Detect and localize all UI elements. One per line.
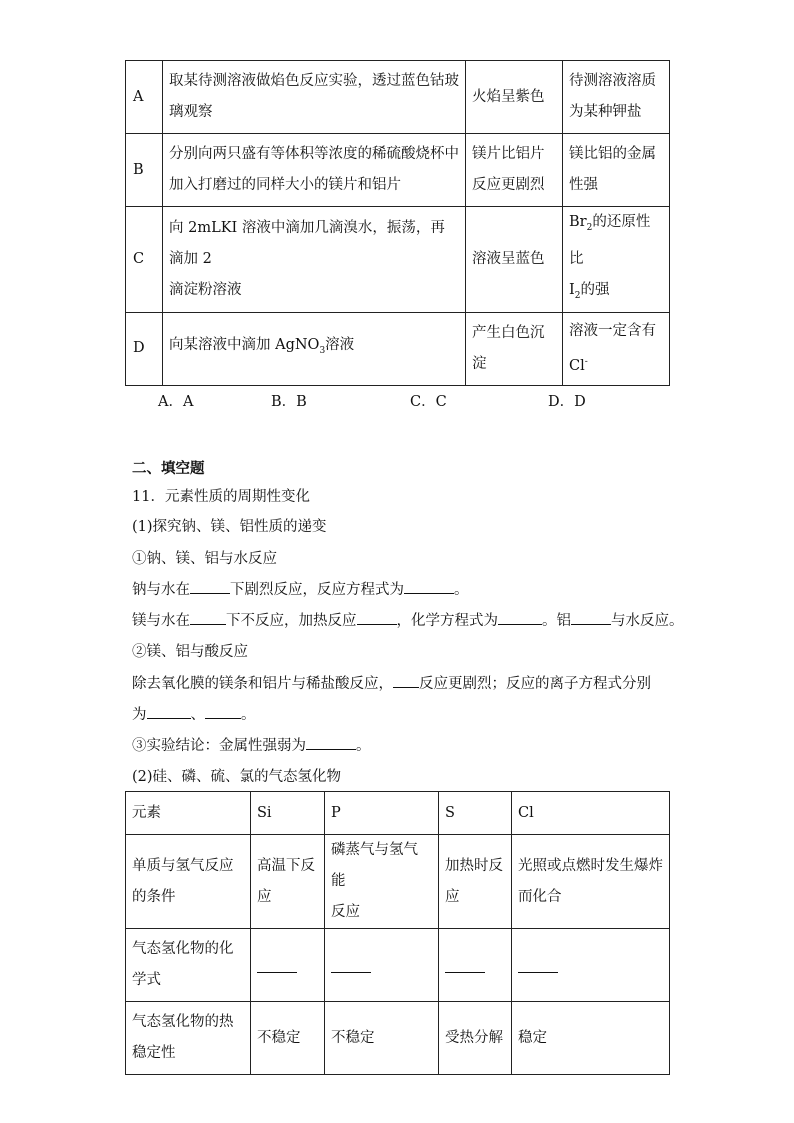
table-cell — [512, 929, 670, 1002]
operation-cell: 向 2mLKI 溶液中滴加几滴溴水，振荡，再滴加 2 滴淀粉溶液 — [163, 207, 466, 313]
table-cell: 光照或点燃时发生爆炸 而化合 — [512, 835, 670, 929]
header-cell: P — [325, 792, 439, 835]
answer-blank[interactable] — [190, 579, 230, 594]
table-row — [126, 61, 670, 134]
acid-reaction-line: 除去氧化膜的镁条和铝片与稀盐酸反应， 反应更剧烈；反应的离子方程式分别 — [132, 672, 651, 696]
table-cell — [325, 929, 439, 1002]
option-label: A — [126, 61, 163, 134]
header-cell: 元素 — [126, 792, 251, 835]
table-header-row — [126, 792, 670, 835]
choice-c[interactable]: C．C — [410, 394, 447, 410]
table-row — [126, 835, 670, 929]
phenomenon-cell: 溶液呈蓝色 — [466, 207, 563, 313]
ionic-equation-line: 为 、 。 — [132, 703, 256, 727]
answer-blank[interactable] — [257, 956, 297, 973]
table-cell: 高温下反 应 — [251, 835, 325, 929]
answer-blank[interactable] — [393, 673, 419, 688]
conclusion-cell: $Br_2$的还原性比 $I_2$的强 — [563, 207, 670, 313]
answer-blank[interactable] — [190, 610, 226, 625]
table-row — [126, 312, 670, 385]
answer-blank[interactable] — [571, 610, 611, 625]
table-cell: 磷蒸气与氢气能 反应 — [325, 835, 439, 929]
option-label: D — [126, 312, 163, 385]
question-title: 11．元素性质的周期性变化 — [132, 489, 310, 505]
phenomenon-cell: 镁片比铝片 反应更剧烈 — [466, 134, 563, 207]
operation-cell: 取某待测溶液做焰色反应实验，透过蓝色钴玻 璃观察 — [163, 61, 466, 134]
row-label: 气态氢化物的热 稳定性 — [126, 1002, 251, 1075]
operation-cell: 向某溶液中滴加 AgNO$_3$溶液 — [163, 312, 466, 385]
answer-blank[interactable] — [357, 610, 397, 625]
table-row — [126, 929, 670, 1002]
phenomenon-cell: 产生白色沉 淀 — [466, 312, 563, 385]
answer-blank[interactable] — [445, 956, 485, 973]
operation-cell: 分别向两只盛有等体积等浓度的稀硫酸烧杯中 加入打磨过的同样大小的镁片和铝片 — [163, 134, 466, 207]
row-label: 气态氢化物的化 学式 — [126, 929, 251, 1002]
row-label: 单质与氢气反应 的条件 — [126, 835, 251, 929]
table-cell: 不稳定 — [251, 1002, 325, 1075]
table-cell: 不稳定 — [325, 1002, 439, 1075]
header-cell: Si — [251, 792, 325, 835]
answer-blank[interactable] — [518, 956, 558, 973]
magnesium-water-line: 镁与水在 下不反应，加热反应 ，化学方程式为 。铝 与水反应。 — [132, 609, 684, 633]
section-title: 二、填空题 — [132, 460, 205, 477]
header-cell: S — [439, 792, 512, 835]
option-label: B — [126, 134, 163, 207]
table-cell: 加热时反 应 — [439, 835, 512, 929]
choice-b[interactable]: B．B — [271, 394, 307, 410]
subsection-2: ②镁、铝与酸反应 — [132, 644, 248, 660]
table-row — [126, 134, 670, 207]
answer-blank[interactable] — [147, 704, 191, 719]
experiment-table — [125, 60, 670, 386]
answer-blank[interactable] — [331, 956, 371, 973]
table-cell — [439, 929, 512, 1002]
hydride-table — [125, 791, 670, 1075]
phenomenon-cell: 火焰呈紫色 — [466, 61, 563, 134]
table-row — [126, 1002, 670, 1075]
choice-a[interactable]: A．A — [158, 394, 194, 410]
conclusion-cell: 溶液一定含有 Cl- — [563, 312, 670, 385]
subsection-1: ①钠、镁、铝与水反应 — [132, 551, 277, 567]
choice-d[interactable]: D．D — [548, 394, 586, 410]
answer-blank[interactable] — [205, 704, 241, 719]
answer-blank[interactable] — [306, 735, 356, 750]
sodium-water-line: 钠与水在 下剧烈反应，反应方程式为 。 — [132, 578, 469, 602]
table-row — [126, 207, 670, 313]
answer-choices — [0, 390, 794, 414]
conclusion-cell: 待测溶液溶质 为某种钾盐 — [563, 61, 670, 134]
table-cell — [251, 929, 325, 1002]
answer-blank[interactable] — [404, 579, 454, 594]
conclusion-line: ③实验结论：金属性强弱为 。 — [132, 734, 371, 758]
conclusion-cell: 镁比铝的金属 性强 — [563, 134, 670, 207]
table-cell: 稳定 — [512, 1002, 670, 1075]
answer-blank[interactable] — [498, 610, 542, 625]
option-label: C — [126, 207, 163, 313]
part-2-title: (2)硅、磷、硫、氯的气态氢化物 — [132, 769, 342, 785]
table-cell: 受热分解 — [439, 1002, 512, 1075]
header-cell: Cl — [512, 792, 670, 835]
part-1-title: (1)探究钠、镁、铝性质的递变 — [132, 519, 327, 535]
